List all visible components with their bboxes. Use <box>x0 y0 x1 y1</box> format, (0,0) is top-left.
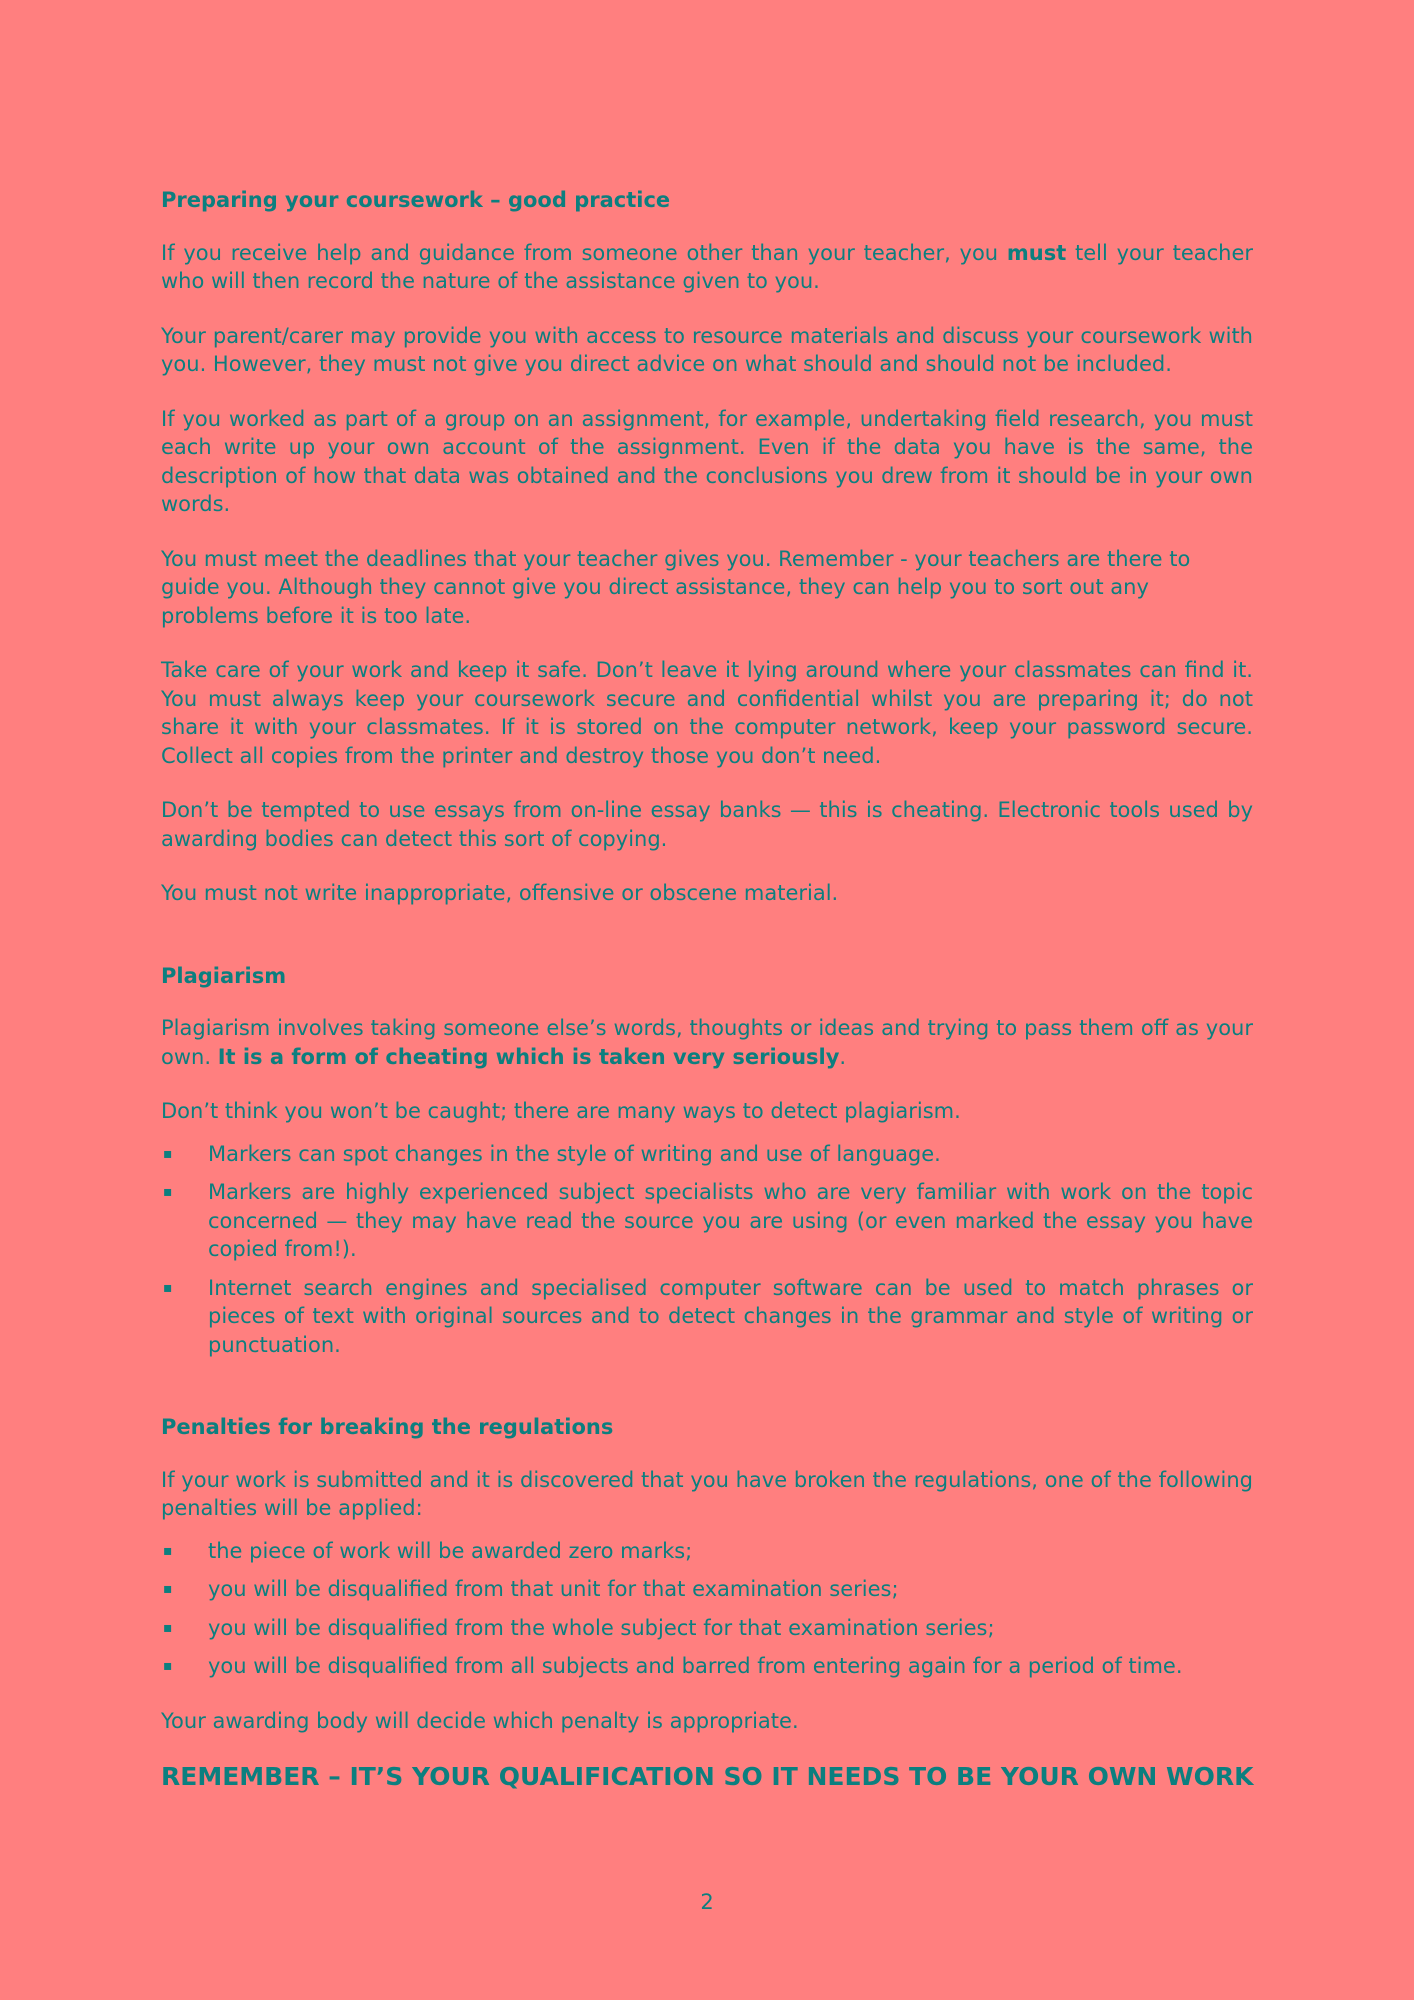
list-item-text: Markers are highly experienced subject specialists who are very familiar with work on the topic concerned — they may have read the source you are using (or even marked the essay you have copied from!). <box>208 1180 1253 1261</box>
bullet-icon: ▪ <box>163 1279 173 1296</box>
plagiarism-paragraph-1 <box>161 1014 1253 1071</box>
section-heading-plagiarism: Plagiarism <box>161 963 287 988</box>
penalties-paragraph-1: If your work is submitted and it is discovered that you have broken the regulations, one of the following penalties will be applied: <box>161 1467 1253 1520</box>
list-item-text: you will be disqualified from all subjects and barred from entering again for a period of time. <box>208 1654 1183 1678</box>
list-item <box>161 1537 1253 1566</box>
good-practice-paragraph-2: Your parent/carer may provide you with access to resource materials and discuss your coursework with you. However, they must not give you direct advice on what should and should not be included. <box>161 323 1253 376</box>
paragraph-text: If you receive help and guidance from someone other than your teacher, you <box>161 240 1007 265</box>
emphasis-text: must <box>1006 240 1067 265</box>
penalties-bullet-list <box>161 1537 1253 1681</box>
bullet-icon: ▪ <box>163 1658 173 1674</box>
page-number: 2 <box>700 1890 714 1914</box>
paragraph-text: tell your teacher who will then record the nature of the assistance given to you. <box>161 240 1254 293</box>
good-practice-paragraph-5: Take care of your work and keep it safe. Don’t leave it lying around where your classmates can find it. You must always keep your coursework secure and confidential whilst you are preparing it; do not share it with your classmates. If it is stored on the computer network, keep your password secure. Collect all copies from the printer and destroy those you don’t need. <box>161 658 1253 768</box>
section-heading-penalties: Penalties for breaking the regulations <box>161 1415 614 1439</box>
good-practice-paragraph-4: You must meet the deadlines that your teacher gives you. Remember - your teachers are there to guide you. Although they cannot give you direct assistance, they can help you to sort out any problems before it is too late. <box>161 546 1191 628</box>
good-practice-paragraph-1 <box>161 239 1253 296</box>
list-item-text: you will be disqualified from the whole subject for that examination series; <box>208 1615 995 1640</box>
list-item-text: Internet search engines and specialised computer software can be used to match phrases or pieces of text with original sources and to detect changes in the grammar and style of writing or punctuation. <box>208 1275 1253 1357</box>
good-practice-paragraph-7: You must not write inappropriate, offensive or obscene material. <box>161 881 839 905</box>
good-practice-paragraph-6: Don’t be tempted to use essays from on-line essay banks — this is cheating. Electronic tools used by awarding bodies can detect this sort of copying. <box>161 798 1253 851</box>
document-page <box>161 186 1253 1793</box>
list-item <box>161 1274 1253 1360</box>
section-heading-good-practice: Preparing your coursework – good practice <box>161 188 671 212</box>
paragraph-text: . <box>839 1044 847 1069</box>
list-item-text: Markers can spot changes in the style of writing and use of language. <box>208 1141 941 1166</box>
bullet-icon: ▪ <box>163 1542 173 1559</box>
list-item <box>161 1575 1253 1604</box>
section-spacer <box>161 934 1253 962</box>
bullet-icon: ▪ <box>163 1145 173 1162</box>
list-item <box>161 1652 1253 1681</box>
list-item-text: you will be disqualified from that unit for that examination series; <box>208 1577 899 1601</box>
penalties-paragraph-2: Your awarding body will decide which penalty is appropriate. <box>161 1708 799 1733</box>
list-item <box>161 1614 1253 1643</box>
closing-statement: REMEMBER – IT’S YOUR QUALIFICATION SO IT NEEDS TO BE YOUR OWN WORK <box>161 1762 1254 1791</box>
good-practice-paragraph-3: If you worked as part of a group on an assignment, for example, undertaking field research, you must each write up your own account of the assignment. Even if the data you have is the same, the description of how that data was obtained and the conclusions you drew from it should be in your own words. <box>161 406 1253 516</box>
bullet-icon: ▪ <box>163 1184 173 1200</box>
list-item <box>161 1178 1253 1264</box>
plagiarism-bullet-list <box>161 1140 1253 1360</box>
emphasis-text: It is a form of cheating which is taken very seriously <box>217 1044 840 1069</box>
paragraph-text: Plagiarism involves taking someone else’s words, thoughts or ideas and trying to pass them off as your own. <box>161 1016 1253 1069</box>
plagiarism-paragraph-2: Don’t think you won’t be caught; there are many ways to detect plagiarism. <box>161 1099 961 1123</box>
section-spacer <box>161 1385 1253 1413</box>
list-item <box>161 1140 1253 1169</box>
list-item-text: the piece of work will be awarded zero marks; <box>208 1538 693 1563</box>
bullet-icon: ▪ <box>163 1581 173 1597</box>
bullet-icon: ▪ <box>163 1619 173 1636</box>
